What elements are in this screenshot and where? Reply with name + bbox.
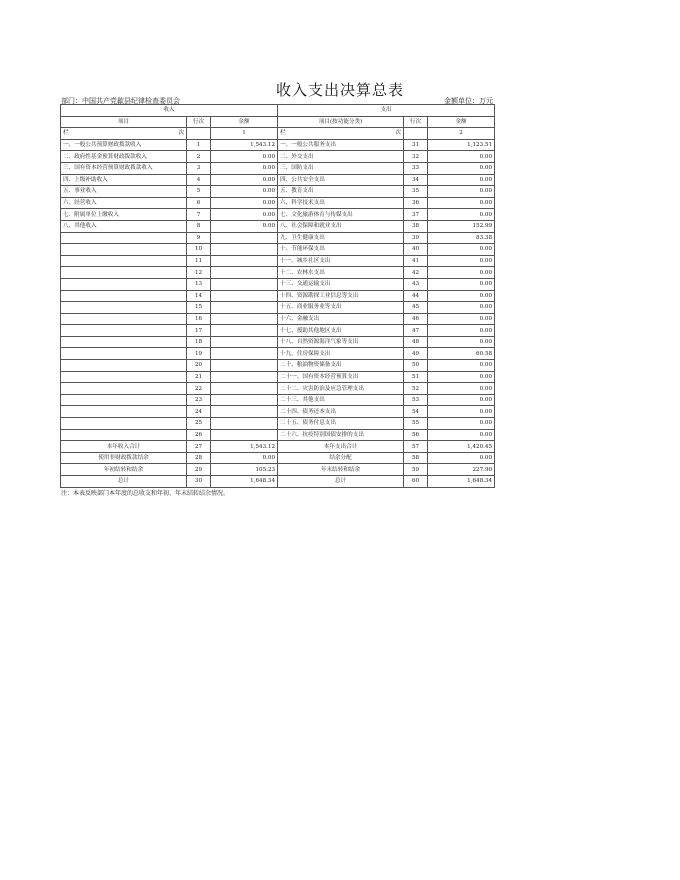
expense-line-no: 35: [404, 186, 428, 198]
expense-line-no: 52: [404, 383, 428, 395]
table-row: [61, 255, 495, 267]
expense-line-no: 40: [404, 244, 428, 256]
income-line-no: 19: [187, 348, 211, 360]
income-line-no: 14: [187, 290, 211, 302]
summary-row: [61, 441, 495, 453]
expense-item: 二十五、债务付息支出: [278, 418, 404, 430]
table-row: [61, 383, 495, 395]
income-line-no: 10: [187, 244, 211, 256]
table-row: [61, 209, 495, 221]
income-line-no: 16: [187, 313, 211, 325]
income-amount: [211, 418, 278, 430]
expense-line-no: 39: [404, 232, 428, 244]
expense-item: 二十四、债务还本支出: [278, 406, 404, 418]
income-item: [61, 336, 187, 348]
income-line-header: 行次: [187, 116, 211, 128]
expense-line-no: 36: [404, 197, 428, 209]
income-item: [61, 406, 187, 418]
col-lan: 栏: [280, 130, 286, 137]
income-line-no: 3: [187, 162, 211, 174]
table-row: [61, 325, 495, 337]
income-amount: [211, 394, 278, 406]
income-item: [61, 418, 187, 430]
expense-item: 一、一般公共服务支出: [278, 139, 404, 151]
expense-item: 二十二、灾害防治及应急管理支出: [278, 383, 404, 395]
expense-amount-header: 金额: [428, 116, 495, 128]
expense-amount: 1,420.45: [428, 441, 495, 453]
income-line-no: 23: [187, 394, 211, 406]
income-amount: 0.00: [211, 452, 278, 464]
income-col-1: 1: [211, 128, 278, 140]
expense-amount: 1,648.34: [428, 476, 495, 488]
expense-amount: 0.00: [428, 278, 495, 290]
expense-item: 二十六、抗疫特别国债安排的支出: [278, 429, 404, 441]
expense-line-no: 32: [404, 151, 428, 163]
expense-item: 二、外交支出: [278, 151, 404, 163]
expense-item: 五、教育支出: [278, 186, 404, 198]
header-row-2: [61, 116, 495, 128]
income-line-no: 27: [187, 441, 211, 453]
summary-row: [61, 452, 495, 464]
expense-item: 十五、商业服务业等支出: [278, 302, 404, 314]
expense-line-no: 41: [404, 255, 428, 267]
income-amount: [211, 371, 278, 383]
expense-line-no: 33: [404, 162, 428, 174]
expense-col-2: 2: [428, 128, 495, 140]
income-item: 一、一般公共预算财政拨款收入: [61, 139, 187, 151]
income-amount: [211, 313, 278, 325]
income-item: 五、事业收入: [61, 186, 187, 198]
expense-line-no: 53: [404, 394, 428, 406]
income-item: 六、经营收入: [61, 197, 187, 209]
expense-amount: 227.90: [428, 464, 495, 476]
expense-amount: 0.00: [428, 197, 495, 209]
income-line-no: 4: [187, 174, 211, 186]
income-line-no: 8: [187, 220, 211, 232]
expense-amount: 0.00: [428, 313, 495, 325]
expense-item: 二十一、国有资本经营预算支出: [278, 371, 404, 383]
unit-label: 金额单位：万元: [444, 97, 493, 105]
income-line-no: 25: [187, 418, 211, 430]
table-row: [61, 394, 495, 406]
expense-amount: 0.00: [428, 209, 495, 221]
income-amount: [211, 383, 278, 395]
income-line-no: 1: [187, 139, 211, 151]
expense-line-no: 43: [404, 278, 428, 290]
income-amount: [211, 325, 278, 337]
income-amount: [211, 348, 278, 360]
income-item: [61, 348, 187, 360]
income-amount: 1,543.12: [211, 441, 278, 453]
income-amount: 0.00: [211, 151, 278, 163]
expense-line-no: 57: [404, 441, 428, 453]
income-amount: 0.00: [211, 209, 278, 221]
table-row: [61, 232, 495, 244]
income-line-no: 7: [187, 209, 211, 221]
expense-item: 十七、援助其他地区支出: [278, 325, 404, 337]
income-amount: [211, 429, 278, 441]
expense-amount: 0.00: [428, 336, 495, 348]
income-line-no: 11: [187, 255, 211, 267]
expense-line-no: 48: [404, 336, 428, 348]
expense-line-no: 59: [404, 464, 428, 476]
expense-amount: 0.00: [428, 394, 495, 406]
table-row: [61, 336, 495, 348]
income-line-no: 29: [187, 464, 211, 476]
expense-amount: 0.00: [428, 383, 495, 395]
table-row: [61, 290, 495, 302]
expense-item: 六、科学技术支出: [278, 197, 404, 209]
income-item: 年初结转和结余: [61, 464, 187, 476]
expense-item: 七、文化旅游体育与传媒支出: [278, 209, 404, 221]
table-row: [61, 348, 495, 360]
income-amount: 105.23: [211, 464, 278, 476]
header-row-3: [61, 128, 495, 140]
summary-row: [61, 476, 495, 488]
income-item: 八、其他收入: [61, 220, 187, 232]
expense-line-no: 51: [404, 371, 428, 383]
income-amount: 1,543.12: [211, 139, 278, 151]
income-line-no: 6: [187, 197, 211, 209]
expense-line-no: 46: [404, 313, 428, 325]
income-line-no: 17: [187, 325, 211, 337]
table-row: [61, 186, 495, 198]
expense-line-no: 60: [404, 476, 428, 488]
expense-item: 三、国防支出: [278, 162, 404, 174]
expense-item: 二十三、其他支出: [278, 394, 404, 406]
income-item: 二、政府性基金预算财政拨款收入: [61, 151, 187, 163]
income-item: [61, 371, 187, 383]
expense-header: 支出: [278, 105, 495, 117]
expense-amount: 0.00: [428, 418, 495, 430]
expense-line-no: 55: [404, 418, 428, 430]
expense-item: 十八、自然资源海洋气象等支出: [278, 336, 404, 348]
expense-amount: 152.99: [428, 220, 495, 232]
income-item: 四、上级补助收入: [61, 174, 187, 186]
expense-amount: 0.00: [428, 151, 495, 163]
income-line-no: 9: [187, 232, 211, 244]
income-line-no: 15: [187, 302, 211, 314]
income-item-header: 项目: [61, 116, 187, 128]
income-line-no: 28: [187, 452, 211, 464]
income-item: [61, 232, 187, 244]
table-row: [61, 302, 495, 314]
table-row: [61, 151, 495, 163]
income-amount: [211, 232, 278, 244]
col-ci: 次: [395, 130, 402, 137]
table-row: [61, 429, 495, 441]
income-item: 使用非财政拨款结余: [61, 452, 187, 464]
header-row-1: [61, 105, 495, 117]
income-item: [61, 244, 187, 256]
income-expense-table: [60, 104, 495, 488]
table-row: [61, 371, 495, 383]
income-line-no: 18: [187, 336, 211, 348]
expense-item: 年末结转和结余: [278, 464, 404, 476]
income-item: [61, 313, 187, 325]
income-item: [61, 429, 187, 441]
expense-line-no: 34: [404, 174, 428, 186]
income-amount: 0.00: [211, 162, 278, 174]
expense-amount: 0.00: [428, 406, 495, 418]
income-amount: [211, 244, 278, 256]
table-row: [61, 360, 495, 372]
table-row: [61, 174, 495, 186]
expense-line-no: 42: [404, 267, 428, 279]
income-line-no: 26: [187, 429, 211, 441]
expense-line-no: 44: [404, 290, 428, 302]
expense-item: 总计: [278, 476, 404, 488]
expense-line-no: 56: [404, 429, 428, 441]
expense-amount: 1,123.51: [428, 139, 495, 151]
expense-amount: 83.38: [428, 232, 495, 244]
income-line-no: 12: [187, 267, 211, 279]
expense-item: 八、社会保障和就业支出: [278, 220, 404, 232]
expense-col-label: [278, 128, 404, 140]
income-item: 总计: [61, 476, 187, 488]
table-row: [61, 418, 495, 430]
table-row: [61, 162, 495, 174]
expense-amount: 0.00: [428, 255, 495, 267]
expense-line-header: 行次: [404, 116, 428, 128]
table-row: [61, 197, 495, 209]
income-amount: 0.00: [211, 220, 278, 232]
expense-item: 四、公共安全支出: [278, 174, 404, 186]
table-row: [61, 278, 495, 290]
income-item: [61, 290, 187, 302]
income-line-no: 22: [187, 383, 211, 395]
income-amount: [211, 406, 278, 418]
income-amount: [211, 267, 278, 279]
income-item: 三、国有资本经营预算财政拨款收入: [61, 162, 187, 174]
income-line-no: 21: [187, 371, 211, 383]
income-amount: [211, 360, 278, 372]
income-line-no: 20: [187, 360, 211, 372]
expense-amount: 0.00: [428, 174, 495, 186]
income-col-label: [61, 128, 187, 140]
expense-item: 十三、交通运输支出: [278, 278, 404, 290]
income-item: [61, 278, 187, 290]
expense-amount: 0.00: [428, 452, 495, 464]
expense-item: 本年支出合计: [278, 441, 404, 453]
table-row: [61, 139, 495, 151]
income-line-no: 30: [187, 476, 211, 488]
income-item: 七、附属单位上缴收入: [61, 209, 187, 221]
income-line-no: 13: [187, 278, 211, 290]
expense-amount: 0.00: [428, 162, 495, 174]
income-item: [61, 360, 187, 372]
expense-amount: 0.00: [428, 325, 495, 337]
expense-amount: 0.00: [428, 290, 495, 302]
income-amount: 0.00: [211, 197, 278, 209]
expense-amount: 0.00: [428, 360, 495, 372]
income-item: [61, 325, 187, 337]
expense-line-no: 54: [404, 406, 428, 418]
expense-item: 十二、农林水支出: [278, 267, 404, 279]
summary-row: [61, 464, 495, 476]
expense-amount: 0.00: [428, 244, 495, 256]
table-note: 注：本表反映部门本年度的总收支和年初、年末结转结余情况。: [61, 490, 230, 497]
expense-item: 十九、住房保障支出: [278, 348, 404, 360]
income-item: 本年收入合计: [61, 441, 187, 453]
expense-line-no: 49: [404, 348, 428, 360]
expense-line-no: 50: [404, 360, 428, 372]
income-line-no: 5: [187, 186, 211, 198]
expense-item: 九、卫生健康支出: [278, 232, 404, 244]
income-item: [61, 255, 187, 267]
income-amount: 0.00: [211, 174, 278, 186]
income-amount-header: 金额: [211, 116, 278, 128]
department-label: 部门：中国共产党歙县纪律检查委员会: [61, 97, 180, 105]
expense-item-header: 项目(按功能分类): [278, 116, 404, 128]
expense-amount: 0.00: [428, 186, 495, 198]
table-row: [61, 220, 495, 232]
income-item: [61, 383, 187, 395]
income-amount: 0.00: [211, 186, 278, 198]
table-row: [61, 313, 495, 325]
expense-item: 十、节能环保支出: [278, 244, 404, 256]
expense-line-no: 45: [404, 302, 428, 314]
expense-item: 十六、金融支出: [278, 313, 404, 325]
col-lan: 栏: [63, 130, 69, 137]
income-line-no: 24: [187, 406, 211, 418]
expense-amount: 0.00: [428, 371, 495, 383]
income-amount: [211, 290, 278, 302]
income-item: [61, 267, 187, 279]
expense-amount: 0.00: [428, 267, 495, 279]
expense-line-no: 47: [404, 325, 428, 337]
expense-amount: 0.00: [428, 302, 495, 314]
report-title: 收入支出决算总表: [275, 81, 404, 99]
expense-item: 十四、资源勘探工业信息等支出: [278, 290, 404, 302]
table-row: [61, 244, 495, 256]
col-ci: 次: [178, 130, 184, 137]
income-line-no: 2: [187, 151, 211, 163]
income-header: 收入: [61, 105, 278, 117]
expense-line-no: 31: [404, 139, 428, 151]
income-amount: [211, 336, 278, 348]
table-row: [61, 406, 495, 418]
expense-amount: 0.00: [428, 429, 495, 441]
table-row: [61, 267, 495, 279]
income-amount: 1,648.34: [211, 476, 278, 488]
income-item: [61, 302, 187, 314]
expense-item: 结余分配: [278, 452, 404, 464]
income-amount: [211, 278, 278, 290]
expense-item: 二十、粮油物资储备支出: [278, 360, 404, 372]
income-amount: [211, 255, 278, 267]
income-amount: [211, 302, 278, 314]
expense-amount: 60.58: [428, 348, 495, 360]
expense-item: 十一、城乡社区支出: [278, 255, 404, 267]
income-item: [61, 394, 187, 406]
expense-line-no: 38: [404, 220, 428, 232]
expense-line-no: 58: [404, 452, 428, 464]
expense-line-no: 37: [404, 209, 428, 221]
